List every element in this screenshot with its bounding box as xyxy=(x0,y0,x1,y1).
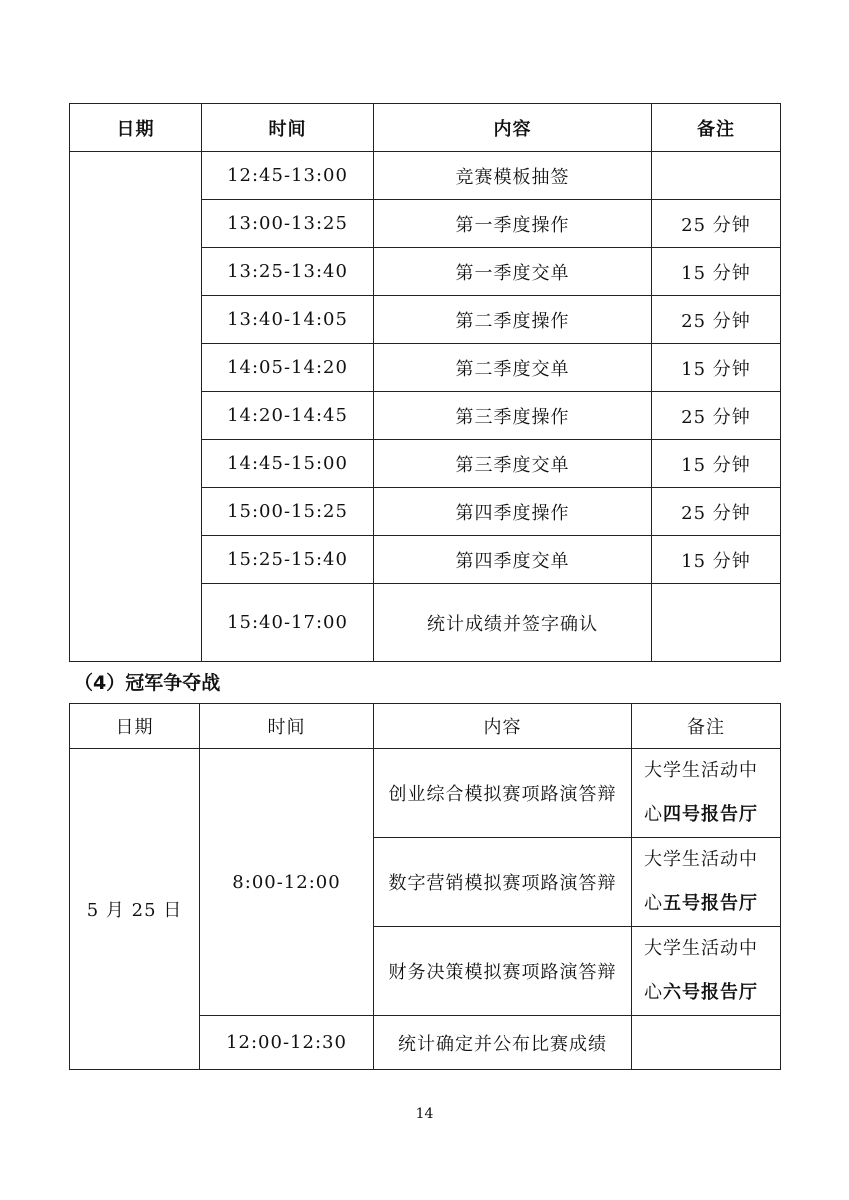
note-cell: 15 分钟 xyxy=(652,440,781,488)
note-cell xyxy=(652,152,781,200)
time-cell: 13:00-13:25 xyxy=(202,200,374,248)
content-cell: 第三季度操作 xyxy=(374,392,652,440)
time-cell: 14:20-14:45 xyxy=(202,392,374,440)
note-venue: 四号报告厅 xyxy=(663,804,758,825)
header-content: 内容 xyxy=(374,104,652,152)
note-cell xyxy=(632,927,781,1016)
date-cell-empty xyxy=(70,152,202,662)
content-cell: 第二季度交单 xyxy=(374,344,652,392)
time-cell: 12:00-12:30 xyxy=(200,1016,374,1070)
note-cell: 15 分钟 xyxy=(652,344,781,392)
content-cell: 竞赛模板抽签 xyxy=(374,152,652,200)
content-cell: 统计成绩并签字确认 xyxy=(374,584,652,662)
table-header-row xyxy=(70,704,781,749)
header-content: 内容 xyxy=(374,704,632,749)
note-cell: 15 分钟 xyxy=(652,536,781,584)
header-note: 备注 xyxy=(632,704,781,749)
table-row xyxy=(70,152,781,200)
note-line: 大学生活动中 xyxy=(644,938,758,959)
header-time: 时间 xyxy=(200,704,374,749)
time-cell: 12:45-13:00 xyxy=(202,152,374,200)
note-cell: 25 分钟 xyxy=(652,392,781,440)
section-heading: （4）冠军争夺战 xyxy=(74,672,221,694)
note-cell xyxy=(652,584,781,662)
content-cell: 第一季度操作 xyxy=(374,200,652,248)
time-cell: 14:45-15:00 xyxy=(202,440,374,488)
note-cell: 25 分钟 xyxy=(652,200,781,248)
note-cell: 25 分钟 xyxy=(652,296,781,344)
content-cell: 财务决策模拟赛项路演答辩 xyxy=(374,927,632,1016)
time-cell: 13:25-13:40 xyxy=(202,248,374,296)
note-venue: 五号报告厅 xyxy=(663,893,758,914)
header-note: 备注 xyxy=(652,104,781,152)
time-cell: 13:40-14:05 xyxy=(202,296,374,344)
content-cell: 创业综合模拟赛项路演答辩 xyxy=(374,749,632,838)
content-cell: 数字营销模拟赛项路演答辩 xyxy=(374,838,632,927)
time-cell: 15:25-15:40 xyxy=(202,536,374,584)
note-cell xyxy=(632,1016,781,1070)
time-cell: 8:00-12:00 xyxy=(200,749,374,1016)
content-cell: 第一季度交单 xyxy=(374,248,652,296)
note-prefix: 心 xyxy=(644,982,663,1003)
note-prefix: 心 xyxy=(644,804,663,825)
time-cell: 14:05-14:20 xyxy=(202,344,374,392)
note-cell xyxy=(632,749,781,838)
table-row xyxy=(70,749,781,838)
table-header-row xyxy=(70,104,781,152)
note-prefix: 心 xyxy=(644,893,663,914)
note-cell: 15 分钟 xyxy=(652,248,781,296)
content-cell: 第二季度操作 xyxy=(374,296,652,344)
header-time: 时间 xyxy=(202,104,374,152)
note-cell xyxy=(632,838,781,927)
time-cell: 15:40-17:00 xyxy=(202,584,374,662)
note-venue: 六号报告厅 xyxy=(663,982,758,1003)
content-cell: 第四季度交单 xyxy=(374,536,652,584)
schedule-table-1 xyxy=(69,103,781,662)
content-cell: 第四季度操作 xyxy=(374,488,652,536)
time-cell: 15:00-15:25 xyxy=(202,488,374,536)
header-date: 日期 xyxy=(70,704,200,749)
content-cell: 统计确定并公布比赛成绩 xyxy=(374,1016,632,1070)
schedule-table-2 xyxy=(69,703,781,1070)
page-number: 14 xyxy=(415,1106,434,1122)
date-cell: 5 月 25 日 xyxy=(70,749,200,1070)
note-line: 大学生活动中 xyxy=(644,760,758,781)
note-cell: 25 分钟 xyxy=(652,488,781,536)
content-cell: 第三季度交单 xyxy=(374,440,652,488)
header-date: 日期 xyxy=(70,104,202,152)
note-line: 大学生活动中 xyxy=(644,849,758,870)
